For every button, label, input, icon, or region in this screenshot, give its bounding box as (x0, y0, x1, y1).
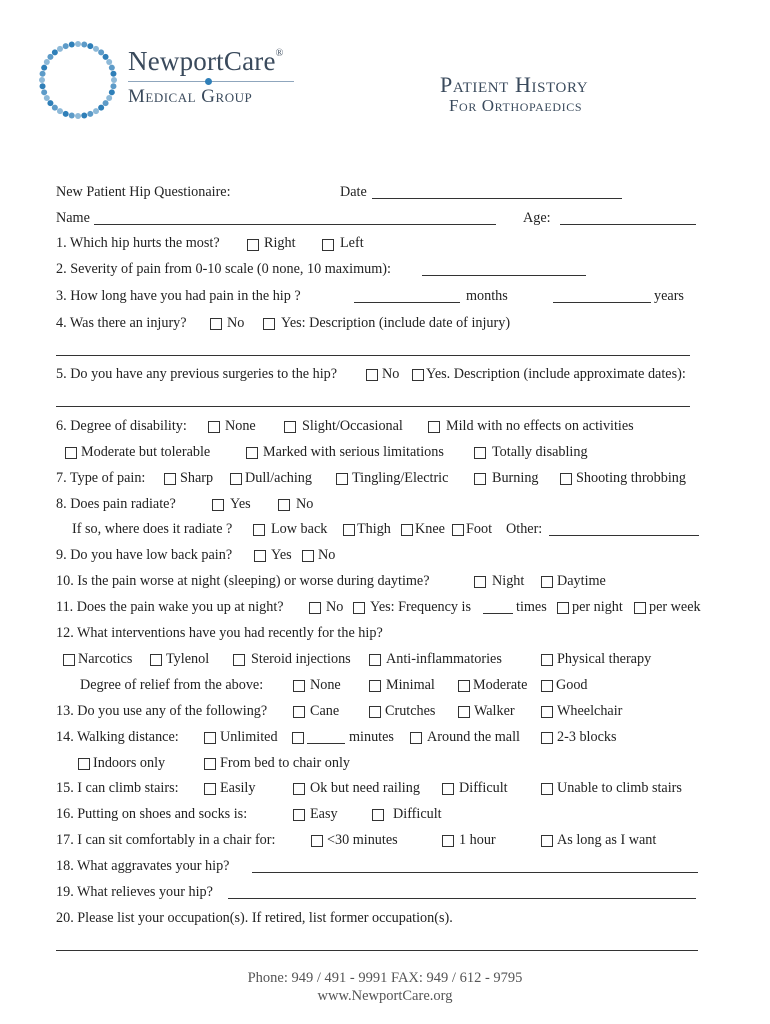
date-label: Date (340, 184, 367, 200)
q2-severity-field[interactable] (422, 275, 586, 276)
q17-long-checkbox[interactable] (541, 835, 553, 847)
q6-none-label: None (225, 418, 256, 434)
logo-dot (98, 49, 104, 55)
q8-other-field[interactable] (549, 535, 699, 536)
q17-lt30-checkbox[interactable] (311, 835, 323, 847)
q2-label: 2. Severity of pain from 0-10 scale (0 none, 10 maximum): (56, 261, 391, 277)
q14-indoors-checkbox[interactable] (78, 758, 90, 770)
q12-minimal-checkbox[interactable] (369, 680, 381, 692)
q15-difficult-checkbox[interactable] (442, 783, 454, 795)
logo-dot (47, 54, 53, 60)
q13-walker-label: Walker (474, 703, 515, 719)
q13-crutches-label: Crutches (385, 703, 436, 719)
q12-moderate-label: Moderate (473, 677, 528, 693)
q12-none-label: None (310, 677, 341, 693)
q5-label: 5. Do you have any previous surgeries to the hip? (56, 366, 338, 382)
logo-dot (57, 108, 63, 114)
q6-mild-label: Mild with no effects on activities (446, 418, 634, 434)
q7-burning-checkbox[interactable] (474, 473, 486, 485)
q12-narcotics-label: Narcotics (78, 651, 133, 667)
age-field[interactable] (560, 224, 696, 225)
q8-lowback-checkbox[interactable] (253, 524, 265, 536)
intro-label: New Patient Hip Questionaire: (56, 184, 231, 200)
q1-left-label: Left (340, 235, 364, 251)
q13-walker-checkbox[interactable] (458, 706, 470, 718)
q17-long-label: As long as I want (557, 832, 657, 848)
q6-slight-label: Slight/Occasional (302, 418, 403, 434)
logo-dot (47, 100, 53, 106)
q16-easy-checkbox[interactable] (293, 809, 305, 821)
q9-yes-label: Yes (271, 547, 292, 563)
logo-dot (103, 54, 109, 60)
q4-no-label: No (227, 315, 245, 331)
date-field[interactable] (372, 198, 622, 199)
q14-unlimited-checkbox[interactable] (204, 732, 216, 744)
logo-dot (75, 41, 81, 47)
q16-difficult-label: Difficult (393, 806, 442, 822)
q13-cane-checkbox[interactable] (293, 706, 305, 718)
q8-foot-checkbox[interactable] (452, 524, 464, 536)
logo-dot (98, 105, 104, 111)
q12-relief-label: Degree of relief from the above: (80, 677, 264, 693)
q7-tingling-label: Tingling/Electric (352, 470, 449, 486)
logo-dot (63, 43, 69, 49)
logo-dot (106, 59, 112, 65)
q8-sub-label: If so, where does it radiate ? (72, 521, 233, 537)
q11-times-label: times (516, 599, 547, 615)
q5-yes-label: Yes. Description (include approximate dates): (426, 366, 686, 382)
q9-no-checkbox[interactable] (302, 550, 314, 562)
q6-mild-checkbox[interactable] (428, 421, 440, 433)
q11-label: 11. Does the pain wake you up at night? (56, 599, 284, 615)
logo-dot (81, 112, 87, 118)
q13-wheelchair-checkbox[interactable] (541, 706, 553, 718)
q4-label: 4. Was there an injury? (56, 315, 187, 331)
q10-night-checkbox[interactable] (474, 576, 486, 588)
q9-yes-checkbox[interactable] (254, 550, 266, 562)
q6-total-checkbox[interactable] (474, 447, 486, 459)
q15-difficult-label: Difficult (459, 780, 508, 796)
q16-difficult-checkbox[interactable] (372, 809, 384, 821)
logo-dot (40, 83, 46, 89)
q15-label: 15. I can climb stairs: (56, 780, 179, 796)
q20-answer-field[interactable] (56, 950, 698, 951)
q4-no-checkbox[interactable] (210, 318, 222, 330)
q17-hour-checkbox[interactable] (442, 835, 454, 847)
q3-years-label: years (654, 288, 684, 304)
logo-dot (63, 111, 69, 117)
q13-label: 13. Do you use any of the following? (56, 703, 268, 719)
age-label: Age: (523, 210, 551, 226)
q8-knee-label: Knee (415, 521, 445, 537)
q6-none-checkbox[interactable] (208, 421, 220, 433)
q14-blocks-label: 2-3 blocks (557, 729, 617, 745)
q16-easy-label: Easy (310, 806, 338, 822)
q12-narcotics-checkbox[interactable] (63, 654, 75, 666)
q11-no-label: No (326, 599, 344, 615)
q19-label: 19. What relieves your hip? (56, 884, 213, 900)
q8-yes-label: Yes (230, 496, 251, 512)
logo-dot (39, 77, 45, 83)
q1-right-checkbox[interactable] (247, 239, 259, 251)
logo-dot (41, 65, 47, 71)
logo-dot (103, 100, 109, 106)
q16-label: 16. Putting on shoes and socks is: (56, 806, 248, 822)
q12-none-checkbox[interactable] (293, 680, 305, 692)
q15-easily-checkbox[interactable] (204, 783, 216, 795)
logo-dot (109, 89, 115, 95)
logo-dot (81, 42, 87, 48)
logo-dot (69, 42, 75, 48)
q18-answer-field[interactable] (252, 872, 698, 873)
q14-minutes-field[interactable] (307, 743, 345, 744)
q10-daytime-checkbox[interactable] (541, 576, 553, 588)
q8-other-label: Other: (506, 521, 543, 537)
q14-mall-checkbox[interactable] (410, 732, 422, 744)
q11-frequency-field[interactable] (483, 613, 513, 614)
q7-label: 7. Type of pain: (56, 470, 146, 486)
logo-dot (87, 43, 93, 49)
q8-thigh-label: Thigh (357, 521, 391, 537)
q4-description-field[interactable] (56, 355, 690, 356)
logo-dot (110, 83, 116, 89)
q12-steroid-checkbox[interactable] (233, 654, 245, 666)
q13-wheelchair-label: Wheelchair (557, 703, 623, 719)
logo-dot (41, 89, 47, 95)
q1-left-checkbox[interactable] (322, 239, 334, 251)
q15-ok-label: Ok but need railing (310, 780, 420, 796)
q15-unable-label: Unable to climb stairs (557, 780, 682, 796)
q6-label: 6. Degree of disability: (56, 418, 187, 434)
q9-no-label: No (318, 547, 336, 563)
q12-good-label: Good (556, 677, 588, 693)
logo-dot (44, 59, 50, 65)
q20-label: 20. Please list your occupation(s). If retired, list former occupation(s). (56, 910, 453, 926)
q5-yes-checkbox[interactable] (412, 369, 424, 381)
q14-bed-label: From bed to chair only (220, 755, 351, 771)
q11-per-week-checkbox[interactable] (634, 602, 646, 614)
q7-sharp-label: Sharp (180, 470, 214, 486)
logo-dot (44, 95, 50, 101)
q7-shooting-label: Shooting throbbing (576, 470, 686, 486)
q14-mall-label: Around the mall (427, 729, 520, 745)
q19-answer-field[interactable] (228, 898, 696, 899)
q4-yes-label: Yes: Description (include date of injury) (281, 315, 511, 331)
q12-tylenol-label: Tylenol (166, 651, 210, 667)
q17-lt30-label: <30 minutes (327, 832, 398, 848)
q10-daytime-label: Daytime (557, 573, 606, 589)
q3-months-field[interactable] (354, 302, 460, 303)
q7-tingling-checkbox[interactable] (336, 473, 348, 485)
q12-minimal-label: Minimal (386, 677, 435, 693)
q8-knee-checkbox[interactable] (401, 524, 413, 536)
q14-minutes-checkbox[interactable] (292, 732, 304, 744)
logo-dot (75, 113, 81, 119)
q5-no-label: No (382, 366, 400, 382)
brand-divider-dot (205, 78, 212, 85)
q8-thigh-checkbox[interactable] (343, 524, 355, 536)
q8-lowback-label: Low back (271, 521, 328, 537)
q7-dull-label: Dull/aching (245, 470, 312, 486)
q11-per-night-checkbox[interactable] (557, 602, 569, 614)
q5-no-checkbox[interactable] (366, 369, 378, 381)
logo-dot (57, 46, 63, 52)
q10-label: 10. Is the pain worse at night (sleeping) or worse during daytime? (56, 573, 430, 589)
q7-shooting-checkbox[interactable] (560, 473, 572, 485)
name-label: Name (56, 210, 90, 226)
q6-marked-checkbox[interactable] (246, 447, 258, 459)
q13-crutches-checkbox[interactable] (369, 706, 381, 718)
logo-dot (69, 112, 75, 118)
q14-label: 14. Walking distance: (56, 729, 179, 745)
logo-dot (106, 95, 112, 101)
q7-dull-checkbox[interactable] (230, 473, 242, 485)
logo-dot (93, 46, 99, 52)
q6-marked-label: Marked with serious limitations (263, 444, 444, 460)
q4-yes-checkbox[interactable] (263, 318, 275, 330)
q15-easily-label: Easily (220, 780, 256, 796)
logo-dot (87, 111, 93, 117)
q12-anti-label: Anti-inflammatories (386, 651, 502, 667)
q6-total-label: Totally disabling (492, 444, 588, 460)
q11-yes-checkbox[interactable] (353, 602, 365, 614)
q11-yes-label: Yes: Frequency is (370, 599, 472, 615)
logo-dot (111, 77, 117, 83)
q17-hour-label: 1 hour (459, 832, 496, 848)
q14-blocks-checkbox[interactable] (541, 732, 553, 744)
q14-indoors-label: Indoors only (93, 755, 166, 771)
q8-no-checkbox[interactable] (278, 499, 290, 511)
q12-moderate-checkbox[interactable] (458, 680, 470, 692)
q12-anti-checkbox[interactable] (369, 654, 381, 666)
q7-sharp-checkbox[interactable] (164, 473, 176, 485)
q6-moderate-label: Moderate but tolerable (81, 444, 211, 460)
q8-no-label: No (296, 496, 314, 512)
q11-per-week-label: per week (649, 599, 701, 615)
footer-website: www.NewportCare.org (317, 988, 453, 1004)
footer-contact: Phone: 949 / 491 - 9991 FAX: 949 / 612 - 9795 (247, 970, 523, 986)
q12-steroid-label: Steroid injections (251, 651, 351, 667)
q1-label: 1. Which hip hurts the most? (56, 235, 220, 251)
q5-description-field[interactable] (56, 406, 690, 407)
q12-pt-label: Physical therapy (557, 651, 652, 667)
q8-label: 8. Does pain radiate? (56, 496, 176, 512)
logo-dot (40, 71, 46, 77)
q14-bed-checkbox[interactable] (204, 758, 216, 770)
q12-good-checkbox[interactable] (541, 680, 553, 692)
q15-ok-checkbox[interactable] (293, 783, 305, 795)
q3-months-label: months (466, 288, 508, 304)
brand-name: NewportCare® (128, 46, 284, 76)
logo-dot (110, 71, 116, 77)
q11-per-night-label: per night (572, 599, 623, 615)
q12-tylenol-checkbox[interactable] (150, 654, 162, 666)
name-field[interactable] (94, 224, 496, 225)
q18-label: 18. What aggravates your hip? (56, 858, 230, 874)
q15-unable-checkbox[interactable] (541, 783, 553, 795)
q13-cane-label: Cane (310, 703, 340, 719)
logo-dot (52, 105, 58, 111)
q14-minutes-label: minutes (349, 729, 394, 745)
q12-pt-checkbox[interactable] (541, 654, 553, 666)
q17-label: 17. I can sit comfortably in a chair for: (56, 832, 276, 848)
q8-foot-label: Foot (466, 521, 493, 537)
q9-label: 9. Do you have low back pain? (56, 547, 233, 563)
q10-night-label: Night (492, 573, 525, 589)
logo-dot (52, 49, 58, 55)
brand-subtitle: Medical Group (128, 86, 253, 107)
logo-dot (109, 65, 115, 71)
page-subtitle: For Orthopaedics (449, 96, 583, 115)
q7-burning-label: Burning (492, 470, 539, 486)
q11-no-checkbox[interactable] (309, 602, 321, 614)
dotted-circle-icon (36, 38, 120, 122)
q6-moderate-checkbox[interactable] (65, 447, 77, 459)
q3-years-field[interactable] (553, 302, 651, 303)
logo-dot (93, 108, 99, 114)
q3-label: 3. How long have you had pain in the hip ? (56, 288, 301, 304)
q12-label: 12. What interventions have you had recently for the hip? (56, 625, 383, 641)
q1-right-label: Right (264, 235, 296, 251)
q14-unlimited-label: Unlimited (220, 729, 278, 745)
q8-yes-checkbox[interactable] (212, 499, 224, 511)
q6-slight-checkbox[interactable] (284, 421, 296, 433)
page-title: Patient History (440, 72, 589, 97)
